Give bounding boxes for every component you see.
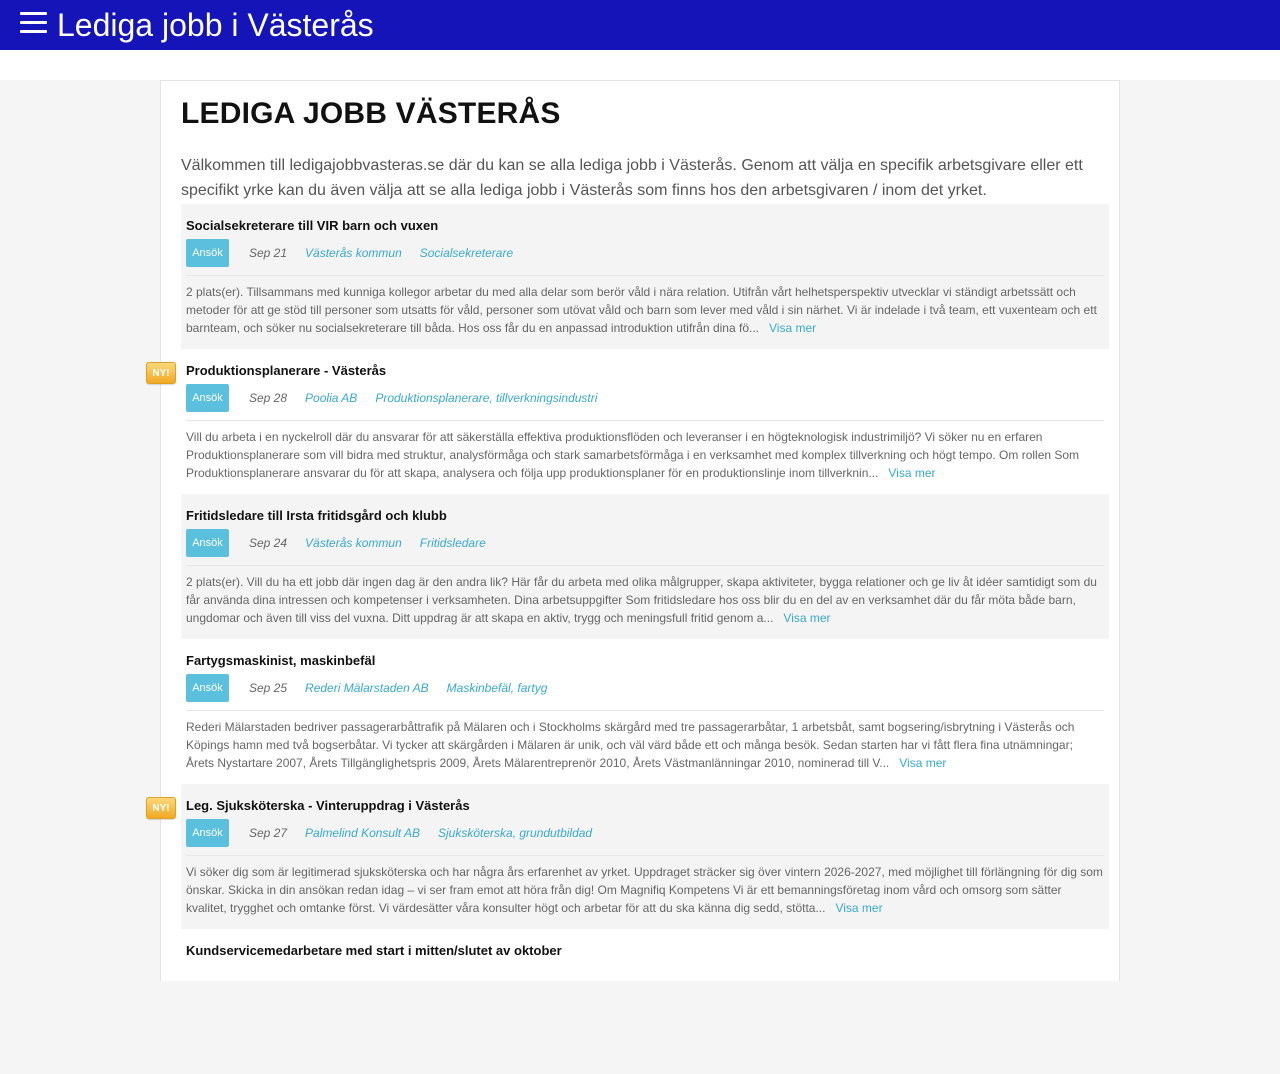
apply-button[interactable]: Ansök	[186, 674, 229, 702]
show-more-link[interactable]: Visa mer	[899, 756, 947, 770]
employer-link[interactable]: Poolia AB	[305, 391, 358, 405]
intro-text: Välkommen till ledigajobbvasteras.se där du kan se alla lediga jobb i Västerås. Genom att välja en specifik arbetsgivare eller ett specifikt yrke kan du även välja att se alla lediga jobb i Västerås som finns hos den arbetsgivaren / inom det yrket.	[181, 157, 1083, 199]
job-title-link[interactable]: Produktionsplanerare - Västerås	[186, 363, 387, 378]
job-date: Sep 25	[249, 681, 288, 695]
job-title-link[interactable]: Fritidsledare till Irsta fritidsgård och klubb	[186, 508, 447, 523]
category-link[interactable]: Maskinbefäl, fartyg	[446, 681, 548, 695]
site-title-link[interactable]: Lediga jobb i Västerås	[57, 7, 374, 43]
job-description-text: Vi söker dig som är legitimerad sjuksköterska och har några års erfarenhet av yrket. Uppdraget sträcker sig över vintern 2026-2027, med möjlighet till förlängning för dig som önskar. Skicka in din ansökan redan idag – vi ser fram emot att höra från dig! Om Magnifiq Kompetens Vi är ett bemanningsföretag inom vård och omsorg som sätter kvalitet, trygghet och omtanke först. Vi värdesätter våra konsulter högt och arbetar för att du ska känna dig sedd, stötta...	[186, 865, 1103, 915]
divider	[186, 710, 1104, 711]
employer-link[interactable]: Västerås kommun	[305, 246, 402, 260]
job-date: Sep 21	[249, 246, 288, 260]
job-description	[186, 863, 1104, 917]
job-meta	[186, 674, 1104, 702]
divider	[186, 855, 1104, 856]
apply-button[interactable]: Ansök	[186, 819, 229, 847]
job-title-link[interactable]: Kundservicemedarbetare med start i mitten/slutet av oktober	[186, 943, 562, 958]
job-listing	[181, 204, 1109, 349]
job-date: Sep 27	[249, 826, 288, 840]
header-spacer	[0, 50, 1280, 80]
job-description-text: Rederi Mälarstaden bedriver passagerarbåttrafik på Mälaren och i Stockholms skärgård med tre passagerarbåtar, 1 arbetsbåt, samt bogsering/isbrytning i Västerås och Köpings hamn med två bogserbåtar. Vi tycker att skärgården i Mälaren är unik, och väl värd både ett och många besök. Sedan starten har vi fått flera fina utnämningar; Årets Nystartare 2007, Årets Tillgänglighetspris 2009, Årets Mälarentreprenör 2010, Årets Västmanlänningar 2010, nominerad till V...	[186, 720, 1075, 770]
job-date: Sep 28	[249, 391, 288, 405]
apply-button[interactable]: Ansök	[186, 239, 229, 267]
job-meta	[186, 819, 1104, 847]
job-meta	[186, 239, 1104, 267]
job-listing	[152, 349, 1109, 494]
job-title-link[interactable]: Leg. Sjuksköterska - Vinteruppdrag i Västerås	[186, 798, 470, 813]
apply-button[interactable]: Ansök	[186, 384, 229, 412]
category-link[interactable]: Sjuksköterska, grundutbildad	[438, 826, 593, 840]
employer-link[interactable]: Rederi Mälarstaden AB	[305, 681, 429, 695]
divider	[186, 420, 1104, 421]
category-link[interactable]: Socialsekreterare	[419, 246, 514, 260]
job-description-text: Vill du arbeta i en nyckelroll där du ansvarar för att säkerställa effektiva produktionsflöden och leveranser i en högteknologisk industrimiljö? Vi söker nu en erfaren Produktionsplanerare som vill bidra med struktur, analysförmåga och stark samarbetsförmåga i en verksamhet med komplex tillverkning och högt tempo. Om rollen Som Produktionsplanerare ansvarar du för att skapa, analysera och följa upp produktionsplaner för en produktionslinje inom tillverknin...	[186, 430, 1080, 480]
divider	[186, 275, 1104, 276]
job-description	[186, 573, 1104, 627]
main-content	[152, 80, 1120, 981]
job-description	[186, 283, 1104, 337]
job-date: Sep 24	[249, 536, 288, 550]
new-badge: NY!	[146, 797, 176, 819]
job-description-text: 2 plats(er). Tillsammans med kunniga kollegor arbetar du med alla delar som berör våld i nära relation. Utifrån vårt helhetsperspektiv utvecklar vi ständigt arbetssätt och metoder för att ge stöd till personer som utsatts för våld, personer som utövat våld och barn som lever med våld i sin närhet. Vi är indelade i två team, ett vuxenteam och ett barnteam, och söker nu socialsekreterare till båda. Hos oss får du en anpassad introduktion utifrån dina fö...	[186, 285, 1097, 335]
divider	[186, 565, 1104, 566]
page-title: LEDIGA JOBB VÄSTERÅS	[181, 97, 561, 130]
category-link[interactable]: Fritidsledare	[419, 536, 486, 550]
show-more-link[interactable]: Visa mer	[783, 611, 831, 625]
apply-button[interactable]: Ansök	[186, 529, 229, 557]
job-description	[186, 428, 1104, 482]
employer-link[interactable]: Palmelind Konsult AB	[305, 826, 420, 840]
menu-icon[interactable]	[20, 12, 47, 34]
job-listing	[181, 494, 1109, 639]
show-more-link[interactable]: Visa mer	[835, 901, 883, 915]
job-list	[152, 204, 1109, 1074]
job-description	[186, 718, 1104, 772]
job-meta	[186, 529, 1104, 557]
job-listing	[181, 639, 1109, 784]
show-more-link[interactable]: Visa mer	[888, 466, 936, 480]
job-listing	[181, 929, 1109, 1074]
job-title-link[interactable]: Socialsekreterare till VIR barn och vuxen	[186, 218, 439, 233]
employer-link[interactable]: Västerås kommun	[305, 536, 402, 550]
job-description-text: 2 plats(er). Vill du ha ett jobb där ingen dag är den andra lik? Här får du arbeta med olika målgrupper, skapa aktiviteter, bygga relationer och ge liv åt idéer samtidigt som du får använda dina intressen och kompetenser i verksamheten. Dina arbetsuppgifter Som fritidsledare hos oss blir du en del av en verksamhet där du får möta både barn, ungdomar och även till viss del vuxna. Ditt uppdrag är att skapa en aktiv, trygg och meningsfull fritid genom a...	[186, 575, 1097, 625]
job-listing	[152, 784, 1109, 929]
show-more-link[interactable]: Visa mer	[769, 321, 817, 335]
job-meta	[186, 384, 1104, 412]
job-title-link[interactable]: Fartygsmaskinist, maskinbefäl	[186, 653, 376, 668]
top-navbar	[0, 0, 1280, 50]
category-link[interactable]: Produktionsplanerare, tillverkningsindustri	[375, 391, 598, 405]
new-badge: NY!	[146, 362, 176, 384]
